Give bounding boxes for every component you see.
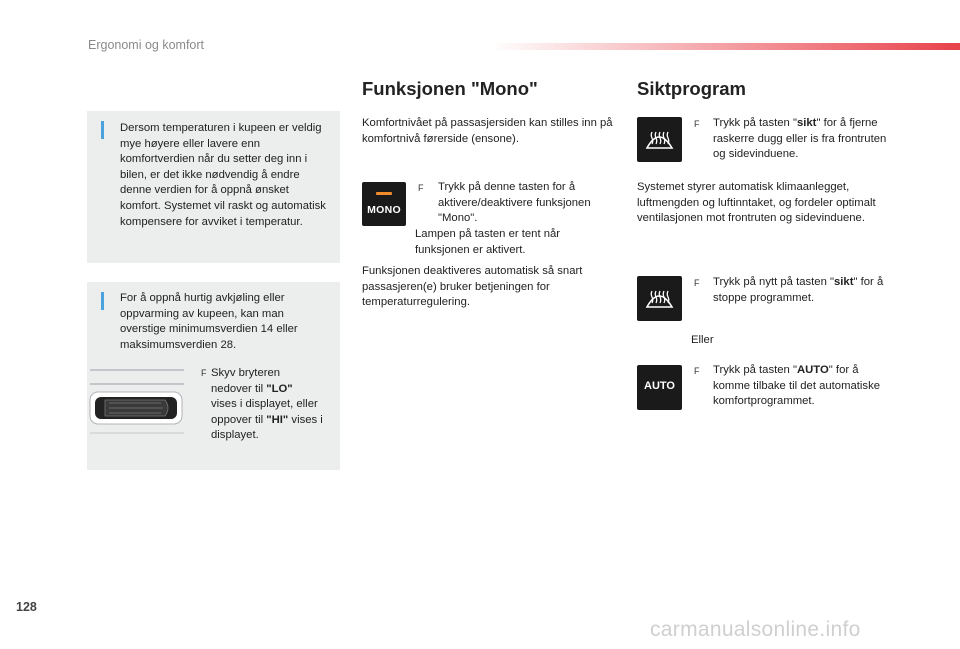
or-text: Eller	[691, 334, 714, 346]
mono-deactivate: Funksjonen deaktiveres automatisk så snart passasjeren(e) bruker betjeningen for temperaturregulering.	[362, 265, 583, 309]
sikt-step-2: Trykk på nytt på tasten "sikt" for å stoppe programmet.	[713, 276, 884, 304]
sikt-system-text: Systemet styrer automatisk klimaanlegget, luftmengden og luftinntaket, og fordeler optimalt ventilasjonen mot frontruten og sidevinduene.	[637, 181, 876, 225]
bullet-icon: F	[418, 183, 424, 193]
mono-lamp	[376, 192, 392, 195]
sikt-button[interactable]	[637, 117, 682, 162]
mono-lamp-text: Lampen på tasten er tent når funksjonen er aktivert.	[415, 228, 561, 256]
info-icon	[101, 121, 104, 139]
slider-instruction: Skyv bryteren nedover til "LO" vises i displayet, eller oppover til "HI" vises i displayet.	[211, 367, 323, 442]
sikt-button-2[interactable]	[637, 276, 682, 321]
mono-button[interactable]	[362, 182, 406, 226]
info-icon	[101, 292, 104, 310]
auto-button-label: AUTO	[644, 380, 675, 392]
info-panel-2	[87, 282, 340, 470]
page-number: 128	[16, 600, 37, 614]
temperature-slider-illustration	[87, 367, 187, 442]
bullet-icon: F	[201, 368, 207, 378]
watermark: carmanualsonline.info	[650, 618, 861, 641]
bullet-icon: F	[694, 278, 700, 288]
mono-step: Trykk på denne tasten for å aktivere/deaktivere funksjonen "Mono".	[438, 181, 591, 225]
header-accent-line	[490, 43, 960, 50]
sikt-step-1: Trykk på tasten "sikt" for å fjerne raskerre dugg eller is fra frontruten og sidevinduene.	[713, 117, 887, 161]
mono-intro: Komfortnivået på passasjersiden kan stilles inn på komfortnivå førerside (ensone).	[362, 117, 613, 145]
bullet-icon: F	[694, 119, 700, 129]
info-text-1: Dersom temperaturen i kupeen er veldig mye høyere eller lavere enn komfortverdien når du setter deg inn i bilen, er det ikke nødvendig å endre denne verdien for å oppnå ønsket komfort. Systemet vil raskt og automatisk kompensere for avviket i temperatur.	[120, 122, 326, 228]
bullet-icon: F	[694, 366, 700, 376]
info-text-2: For å oppnå hurtig avkjøling eller oppvarming av kupeen, kan man overstige minimumsverdien 14 eller maksimumsverdien 28.	[120, 292, 298, 351]
auto-step: Trykk på tasten "AUTO" for å komme tilbake til det automatiske komfortprogrammet.	[713, 364, 881, 408]
sikt-title: Siktprogram	[637, 78, 746, 99]
mono-button-label: MONO	[367, 204, 401, 216]
info-panel-1	[87, 111, 340, 263]
auto-button[interactable]	[637, 365, 682, 410]
section-header: Ergonomi og komfort	[88, 38, 205, 52]
defrost-icon	[637, 276, 682, 321]
defrost-icon	[637, 117, 682, 162]
mono-title: Funksjonen "Mono"	[362, 78, 538, 99]
